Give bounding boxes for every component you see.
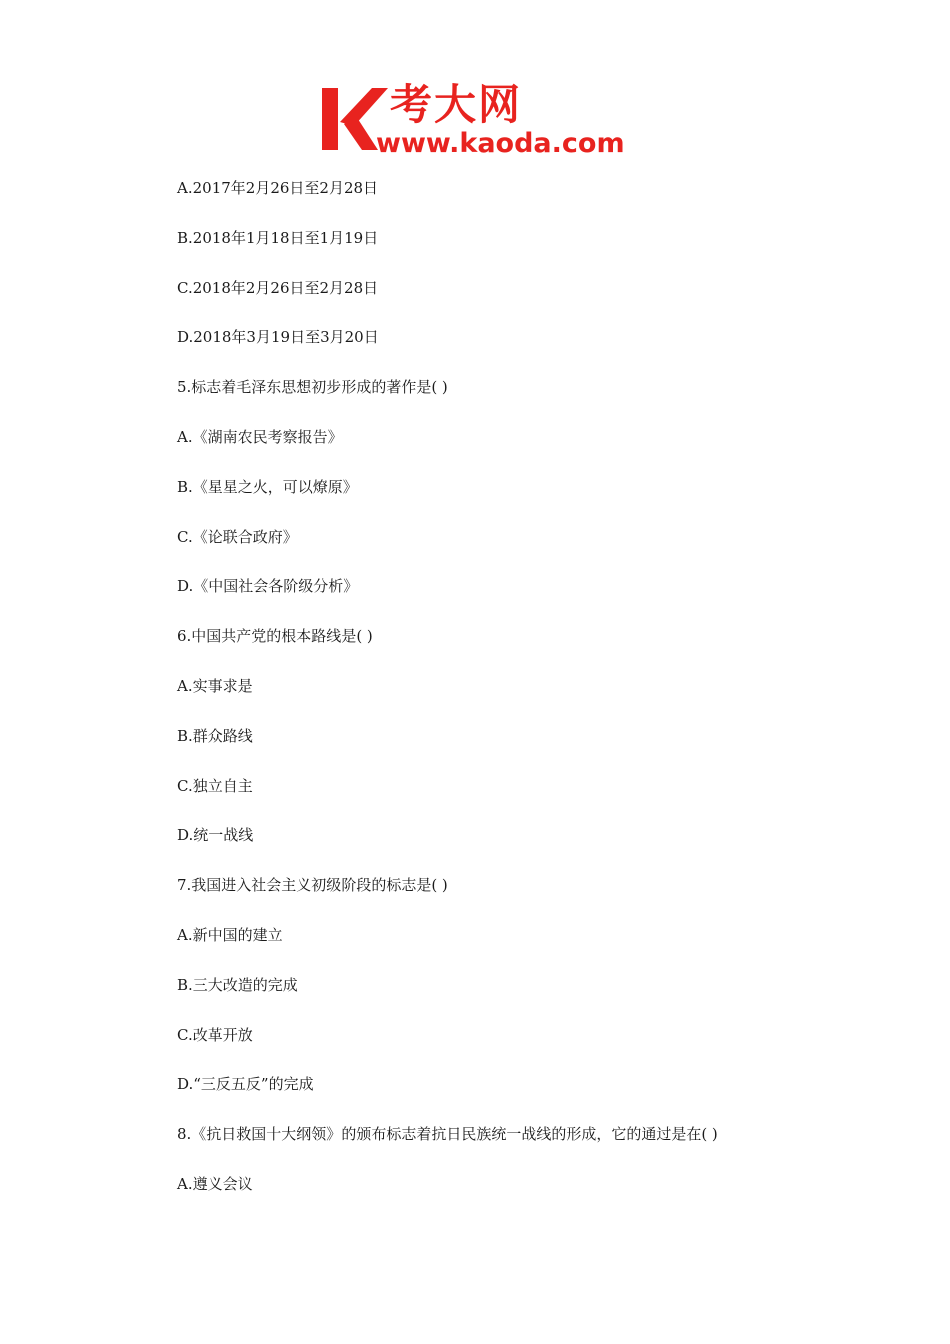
logo-cn-name: 考大网 (390, 80, 523, 129)
question-line: 6.中国共产党的根本路线是( ) (177, 627, 373, 646)
question-list (177, 174, 877, 1220)
question-line: 7.我国进入社会主义初级阶段的标志是( ) (177, 876, 448, 895)
option-line: C.改革开放 (177, 1025, 253, 1044)
option-line: A.实事求是 (177, 676, 253, 695)
option-line: A.新中国的建立 (177, 925, 283, 944)
question-line: 8.《抗日救国十大纲领》的颁布标志着抗日民族统一战线的形成，它的通过是在( ) (177, 1125, 718, 1144)
option-line: A.《湖南农民考察报告》 (177, 427, 343, 446)
site-logo (318, 80, 638, 160)
option-line: D.统一战线 (177, 826, 254, 845)
option-line: C.《论联合政府》 (177, 527, 298, 546)
option-line: D.2018年3月19日至3月20日 (177, 328, 379, 347)
logo-url: www.kaoda.com (376, 128, 625, 159)
question-line: 5.标志着毛泽东思想初步形成的著作是( ) (177, 378, 448, 397)
option-line: B.三大改造的完成 (177, 975, 298, 994)
option-line: A.遵义会议 (177, 1174, 253, 1193)
option-line: D.“三反五反”的完成 (177, 1075, 314, 1094)
option-line: B.《星星之火，可以燎原》 (177, 477, 358, 496)
option-line: A.2017年2月26日至2月28日 (177, 179, 379, 197)
option-line: B.2018年1月18日至1月19日 (177, 228, 379, 247)
option-line: D.《中国社会各阶级分析》 (177, 577, 359, 596)
option-line: C.2018年2月26日至2月28日 (177, 278, 379, 297)
option-line: C.独立自主 (177, 776, 253, 795)
option-line: B.群众路线 (177, 726, 253, 745)
